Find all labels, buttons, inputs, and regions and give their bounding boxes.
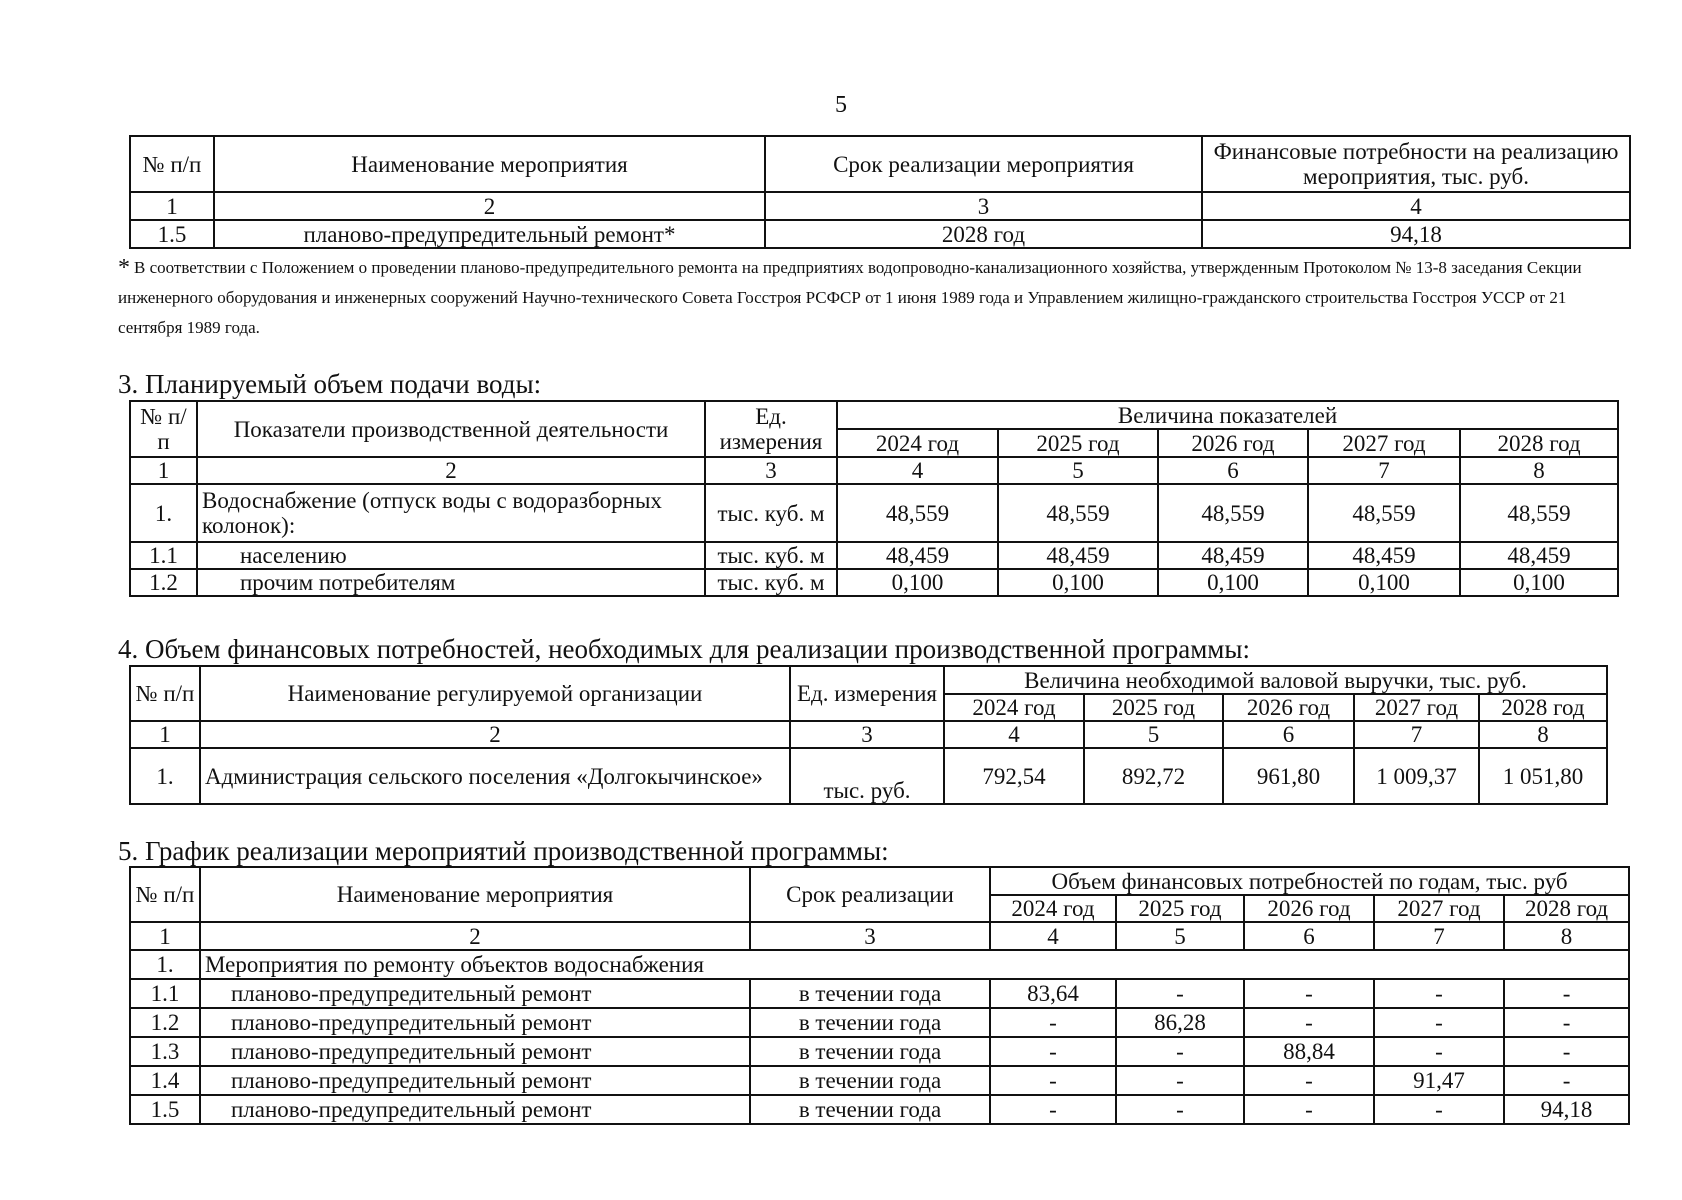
indicator-name: Водоснабжение (отпуск воды с водоразборных колонок): bbox=[197, 484, 705, 542]
value-cell: - bbox=[1116, 1037, 1244, 1066]
column-number: 5 bbox=[998, 457, 1158, 484]
term-cell: в течении года bbox=[750, 1037, 990, 1066]
header-cell: Показатели производственной деятельности bbox=[197, 401, 705, 457]
column-number: 5 bbox=[1084, 721, 1223, 748]
value-cell: - bbox=[1374, 1095, 1504, 1124]
measure-name: планово-предупредительный ремонт bbox=[200, 1095, 750, 1124]
indicator-name: прочим потребителям bbox=[197, 569, 705, 596]
term-cell: в течении года bbox=[750, 979, 990, 1008]
value-cell: - bbox=[1374, 1008, 1504, 1037]
header-cell: Ед. измерения bbox=[790, 666, 944, 721]
row-number: 1.2 bbox=[130, 1008, 200, 1037]
value-cell: - bbox=[1504, 1008, 1629, 1037]
value-cell: 48,459 bbox=[837, 542, 998, 569]
value-cell: 48,559 bbox=[837, 484, 998, 542]
value-cell: 48,459 bbox=[1460, 542, 1618, 569]
column-number: 2 bbox=[197, 457, 705, 484]
row-number: 1.2 bbox=[130, 569, 197, 596]
financial-needs-table bbox=[129, 665, 1608, 805]
measure-name: планово-предупредительный ремонт bbox=[200, 979, 750, 1008]
term-cell: в течении года bbox=[750, 1095, 990, 1124]
term-cell: в течении года bbox=[750, 1066, 990, 1095]
value-cell: - bbox=[990, 1095, 1116, 1124]
column-number: 7 bbox=[1308, 457, 1460, 484]
column-number: 8 bbox=[1460, 457, 1618, 484]
year-header: 2028 год bbox=[1460, 429, 1618, 457]
column-number: 2 bbox=[214, 192, 765, 220]
value-cell: 0,100 bbox=[998, 569, 1158, 596]
unit-cell: тыс. куб. м bbox=[705, 484, 837, 542]
value-cell: - bbox=[1116, 1066, 1244, 1095]
value-cell: - bbox=[990, 1037, 1116, 1066]
value-cell: - bbox=[1504, 979, 1629, 1008]
column-number: 1 bbox=[130, 922, 200, 950]
page-number: 5 bbox=[835, 92, 847, 118]
year-header: 2028 год bbox=[1504, 895, 1629, 922]
year-header: 2028 год bbox=[1479, 694, 1607, 721]
year-header: 2025 год bbox=[1084, 694, 1223, 721]
column-number: 1 bbox=[130, 457, 197, 484]
measure-name: планово-предупредительный ремонт bbox=[200, 1037, 750, 1066]
value-cell: 792,54 bbox=[944, 748, 1084, 804]
row-number: 1. bbox=[130, 484, 197, 542]
header-group-cell: Объем финансовых потребностей по годам, тыс. руб bbox=[990, 867, 1629, 895]
row-number: 1.3 bbox=[130, 1037, 200, 1066]
section-4-heading: 4. Объем финансовых потребностей, необходимых для реализации производственной программы: bbox=[118, 634, 1251, 664]
value-cell: 48,559 bbox=[998, 484, 1158, 542]
header-cell: Срок реализации bbox=[750, 867, 990, 922]
year-header: 2026 год bbox=[1158, 429, 1308, 457]
organization-name: Администрация сельского поселения «Долгокычинское» bbox=[200, 748, 790, 804]
header-cell: № п/п bbox=[130, 666, 200, 721]
unit-cell: тыс. руб. bbox=[790, 748, 944, 804]
value-cell: 0,100 bbox=[837, 569, 998, 596]
header-cell: Наименование мероприятия bbox=[214, 136, 765, 192]
value-cell: 88,84 bbox=[1244, 1037, 1374, 1066]
header-cell: Наименование мероприятия bbox=[200, 867, 750, 922]
year-header: 2027 год bbox=[1354, 694, 1479, 721]
value-cell: 48,559 bbox=[1308, 484, 1460, 542]
value-cell: 1 009,37 bbox=[1354, 748, 1479, 804]
indicator-name: населению bbox=[197, 542, 705, 569]
year-header: 2025 год bbox=[998, 429, 1158, 457]
column-number: 1 bbox=[130, 721, 200, 748]
column-number: 1 bbox=[130, 192, 214, 220]
column-number: 6 bbox=[1223, 721, 1354, 748]
row-number: 1.5 bbox=[130, 220, 214, 248]
value-cell: - bbox=[1504, 1066, 1629, 1095]
water-supply-table bbox=[129, 400, 1619, 597]
value-cell: - bbox=[1244, 1095, 1374, 1124]
column-number: 4 bbox=[1202, 192, 1630, 220]
year-header: 2024 год bbox=[990, 895, 1116, 922]
column-number: 3 bbox=[765, 192, 1202, 220]
value-cell: 1 051,80 bbox=[1479, 748, 1607, 804]
value-cell: 0,100 bbox=[1308, 569, 1460, 596]
unit-cell: тыс. куб. м bbox=[705, 542, 837, 569]
value-cell: 892,72 bbox=[1084, 748, 1223, 804]
row-number: 1.1 bbox=[130, 542, 197, 569]
footnote bbox=[118, 253, 1628, 343]
header-cell: Наименование регулируемой организации bbox=[200, 666, 790, 721]
group-row-title: Мероприятия по ремонту объектов водоснабжения bbox=[200, 950, 1629, 979]
value-cell: - bbox=[1374, 1037, 1504, 1066]
header-cell: Финансовые потребности на реализацию мероприятия, тыс. руб. bbox=[1202, 136, 1630, 192]
year-header: 2025 год bbox=[1116, 895, 1244, 922]
column-number: 4 bbox=[944, 721, 1084, 748]
measure-name: планово-предупредительный ремонт bbox=[200, 1008, 750, 1037]
year-header: 2026 год bbox=[1244, 895, 1374, 922]
value-cell: 91,47 bbox=[1374, 1066, 1504, 1095]
column-number: 2 bbox=[200, 721, 790, 748]
year-header: 2024 год bbox=[837, 429, 998, 457]
column-number: 4 bbox=[837, 457, 998, 484]
row-number: 1.1 bbox=[130, 979, 200, 1008]
value-cell: 0,100 bbox=[1460, 569, 1618, 596]
column-number: 7 bbox=[1354, 721, 1479, 748]
term-cell: в течении года bbox=[750, 1008, 990, 1037]
value-cell: - bbox=[1116, 979, 1244, 1008]
value-cell: 86,28 bbox=[1116, 1008, 1244, 1037]
measure-cost: 94,18 bbox=[1202, 220, 1630, 248]
header-group-cell: Величина необходимой валовой выручки, тыс. руб. bbox=[944, 666, 1607, 694]
schedule-table bbox=[129, 866, 1630, 1125]
value-cell: 961,80 bbox=[1223, 748, 1354, 804]
year-header: 2026 год bbox=[1223, 694, 1354, 721]
value-cell: - bbox=[1374, 979, 1504, 1008]
value-cell: - bbox=[1504, 1037, 1629, 1066]
row-number: 1.5 bbox=[130, 1095, 200, 1124]
value-cell: - bbox=[990, 1066, 1116, 1095]
year-header: 2027 год bbox=[1374, 895, 1504, 922]
value-cell: 48,559 bbox=[1460, 484, 1618, 542]
header-cell: Срок реализации мероприятия bbox=[765, 136, 1202, 192]
column-number: 8 bbox=[1504, 922, 1629, 950]
footnote-text: В соответствии с Положением о проведении планово-предупредительного ремонта на предприятиях водопроводно-канализационного хозяйства, утвержденным Протоколом № 13-8 заседания Секции инженерного оборудования и инженерных сооружений Научно-технического Совета Госстроя РСФСР от 1 июня 1989 года и Управлением жилищно-гражданского строительства Госстроя УССР от 21 сентября 1989 года. bbox=[118, 258, 1582, 337]
column-number: 2 bbox=[200, 922, 750, 950]
year-header: 2024 год bbox=[944, 694, 1084, 721]
measure-name: планово-предупредительный ремонт* bbox=[214, 220, 765, 248]
row-number: 1. bbox=[130, 748, 200, 804]
column-number: 6 bbox=[1158, 457, 1308, 484]
header-cell: № п/п bbox=[130, 136, 214, 192]
measures-cost-table bbox=[129, 135, 1631, 249]
header-group-cell: Величина показателей bbox=[837, 401, 1618, 429]
column-number: 3 bbox=[705, 457, 837, 484]
row-number: 1. bbox=[130, 950, 200, 979]
column-number: 8 bbox=[1479, 721, 1607, 748]
value-cell: 48,459 bbox=[998, 542, 1158, 569]
column-number: 6 bbox=[1244, 922, 1374, 950]
year-header: 2027 год bbox=[1308, 429, 1460, 457]
column-number: 7 bbox=[1374, 922, 1504, 950]
header-cell: № п/п bbox=[130, 401, 197, 457]
header-cell: № п/п bbox=[130, 867, 200, 922]
column-number: 3 bbox=[750, 922, 990, 950]
value-cell: 48,459 bbox=[1308, 542, 1460, 569]
value-cell: - bbox=[1244, 979, 1374, 1008]
section-5-heading: 5. График реализации мероприятий производственной программы: bbox=[118, 836, 889, 866]
row-number: 1.4 bbox=[130, 1066, 200, 1095]
value-cell: 83,64 bbox=[990, 979, 1116, 1008]
column-number: 3 bbox=[790, 721, 944, 748]
value-cell: - bbox=[1244, 1008, 1374, 1037]
section-3-heading: 3. Планируемый объем подачи воды: bbox=[118, 369, 542, 399]
column-number: 5 bbox=[1116, 922, 1244, 950]
value-cell: - bbox=[990, 1008, 1116, 1037]
value-cell: - bbox=[1116, 1095, 1244, 1124]
measure-name: планово-предупредительный ремонт bbox=[200, 1066, 750, 1095]
value-cell: 0,100 bbox=[1158, 569, 1308, 596]
value-cell: 48,559 bbox=[1158, 484, 1308, 542]
header-cell: Ед. измерения bbox=[705, 401, 837, 457]
footnote-mark: * bbox=[118, 255, 130, 281]
unit-cell: тыс. куб. м bbox=[705, 569, 837, 596]
column-number: 4 bbox=[990, 922, 1116, 950]
value-cell: 48,459 bbox=[1158, 542, 1308, 569]
measure-term: 2028 год bbox=[765, 220, 1202, 248]
value-cell: 94,18 bbox=[1504, 1095, 1629, 1124]
value-cell: - bbox=[1244, 1066, 1374, 1095]
